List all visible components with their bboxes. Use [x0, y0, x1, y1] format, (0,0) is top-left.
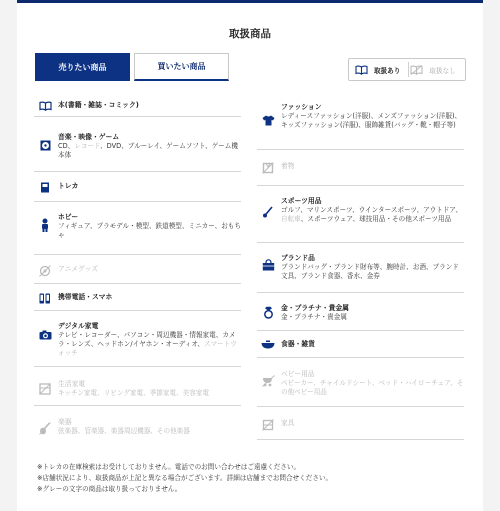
category-home-appliances: [34, 367, 241, 406]
instrument-icon: [39, 422, 51, 435]
category-fashion[interactable]: [257, 93, 464, 150]
tab-buy[interactable]: 買いたい商品: [134, 53, 229, 81]
category-title: ホビー: [58, 213, 79, 221]
category-books[interactable]: [34, 93, 241, 117]
category-title: スポーツ用品: [281, 197, 322, 205]
category-baby-goods: [257, 358, 464, 407]
category-title: デジタル家電: [58, 322, 99, 330]
anime-goods-icon: [39, 265, 51, 277]
sports-icon: [262, 206, 274, 218]
kimono-icon: [262, 162, 274, 174]
legend-unavailable-label: 取扱なし: [429, 66, 456, 75]
category-description: フィギュア、プラモデル・模型、鉄道模型、ミニカー、おもちゃ: [58, 222, 241, 239]
note: ※トレカの在庫検索はお受けしておりません。電話でのお問い合わせはご遠慮ください。: [37, 463, 301, 471]
bag-icon: [262, 259, 275, 271]
card-icon: [40, 182, 50, 193]
phone-icon: [39, 293, 51, 304]
category-description: 弦楽器、管楽器、楽器周辺機器、その他楽器: [58, 427, 190, 435]
category-description: ゴルフ、マリンスポーツ、ウインタースポーツ、アウトドア、自転車、スポーツウェア、球技用品・その他スポーツ用品: [281, 206, 462, 223]
category-trading-cards[interactable]: [34, 172, 241, 202]
category-tableware[interactable]: [257, 331, 464, 358]
category-digital-appliances[interactable]: [34, 311, 241, 367]
book-icon: [39, 101, 52, 111]
legend-available: [355, 65, 400, 75]
category-kimono: [257, 150, 464, 186]
legend-unavailable: [410, 65, 455, 75]
note: ※グレーの文字の商品は取り扱っておりません。: [37, 485, 182, 493]
appliance-icon: [39, 383, 51, 395]
category-title: 着物: [281, 162, 295, 170]
category-title: 食器・雑貨: [281, 340, 315, 348]
furniture-icon: [262, 419, 274, 431]
category-precious-metals[interactable]: [257, 293, 464, 331]
category-sports[interactable]: [257, 186, 464, 243]
category-title: 家具: [281, 419, 295, 427]
legend-available-label: 取扱あり: [374, 66, 401, 75]
availability-legend: [348, 58, 466, 81]
category-description: レディースファッション(洋服)、メンズファッション(洋服)、キッズファッション(洋服)、服飾雑貨(バッグ・靴・帽子等): [281, 112, 462, 129]
category-title: ブランド品: [281, 254, 315, 262]
page: [17, 0, 483, 511]
disc-icon: [40, 140, 51, 151]
page-title: 取扱商品: [229, 28, 271, 40]
baby-icon: [262, 375, 275, 387]
book-crossed-icon: [410, 65, 423, 75]
category-title: 楽器: [58, 418, 72, 426]
category-title: トレカ: [58, 182, 79, 190]
category-anime-goods: [34, 255, 241, 284]
category-music-video-games[interactable]: [34, 117, 241, 172]
category-description: ブランドバッグ・ブランド財布等、腕時計、お酒、ブランド文具、ブランド食器、香水、金券: [281, 263, 459, 280]
category-instruments: [34, 406, 241, 448]
note: ※店舗状況により、取扱商品が上記と異なる場合がございます。詳細は店舗までお問合せください。: [37, 474, 333, 482]
category-description: キッチン家電、リビング家電、季節家電、美容家電: [58, 389, 210, 397]
category-hobby[interactable]: [34, 202, 241, 255]
category-mobile-phones[interactable]: [34, 284, 241, 311]
notes: [37, 462, 477, 495]
shirt-icon: [262, 115, 275, 126]
category-title: ファッション: [281, 103, 322, 111]
dish-icon: [261, 340, 275, 349]
category-brand-goods[interactable]: [257, 243, 464, 293]
camera-icon: [39, 330, 52, 340]
category-description: ベビーカー、チャイルドシート、ベッド・ハイローチェア、その他ベビー用品: [281, 379, 464, 396]
category-description: 金・プラチナ・貴金属: [281, 313, 347, 321]
category-title: ベビー用品: [281, 370, 315, 378]
category-title: 生活家電: [58, 380, 86, 388]
ring-icon: [263, 306, 274, 319]
legend-divider: [408, 62, 409, 77]
category-title: 本(書籍・雑誌・コミック): [58, 101, 139, 109]
category-description: CD、レコード、DVD、ブルーレイ、ゲームソフト、ゲーム機本体: [58, 142, 238, 159]
category-furniture: [257, 407, 464, 440]
book-icon: [355, 65, 368, 75]
category-description: テレビ・レコーダー、パソコン・周辺機器・情報家電、カメラ・レンズ、ヘッドホン/イヤホン・オーディオ、スマートウォッチ: [58, 331, 237, 357]
category-title: 携帯電話・スマホ: [58, 293, 113, 301]
tab-sell[interactable]: 売りたい商品: [35, 53, 130, 81]
category-title: 金・プラチナ・貴金属: [281, 304, 349, 312]
category-title: アニメグッズ: [58, 265, 99, 273]
category-title: 音楽・映像・ゲーム: [58, 133, 120, 141]
figure-icon: [40, 218, 50, 232]
